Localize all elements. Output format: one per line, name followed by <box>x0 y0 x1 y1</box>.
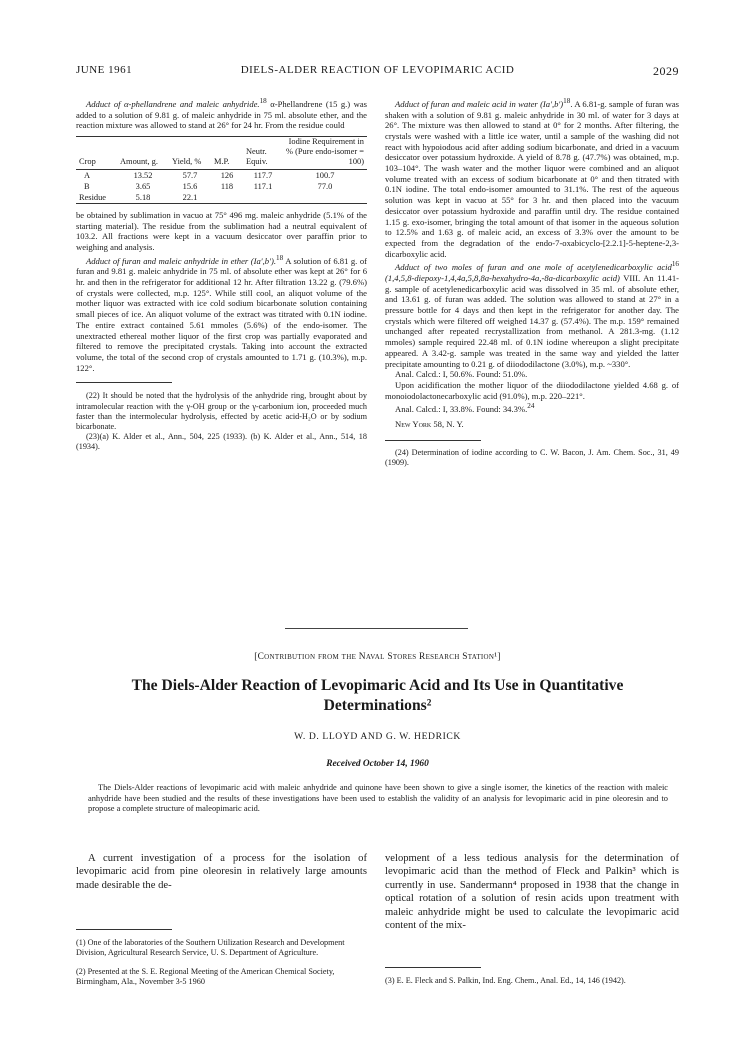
table-cell: 13.52 <box>133 170 153 180</box>
col-neutr: Neutr. Equiv. <box>243 136 283 169</box>
section-divider <box>285 628 468 629</box>
table-cell: 117.1 <box>253 181 273 191</box>
col-mp: M.P. <box>211 136 243 169</box>
footnote-rule-right <box>385 440 481 441</box>
ref-24: 24 <box>527 402 535 411</box>
table-cell: 100.7 <box>315 170 335 180</box>
sublimation-paragraph: be obtained by sublimation in vacuo at 75° 496 mg. maleic anhydride (5.1% of the starting material). The residue from the sublimation had a neutral equivalent of 103.2. All fractions were kept in a vacuum desiccator over paraffin prior to weighing and analysis. <box>76 209 367 253</box>
article-footnote-rule <box>76 929 172 930</box>
article-footnotes-left <box>76 929 367 995</box>
table-cell: 5.18 <box>135 192 151 202</box>
furan-water-paragraph <box>385 96 679 259</box>
table-cell <box>211 192 243 204</box>
phellandrene-text: α-Phellandrene (15 g.) was added to a solution of 9.81 g. of maleic anhydride in 75 ml. absolute ether, and the reaction mixture was allowed to stand at 26° for 24 hr. From the residue could <box>76 98 367 131</box>
footnote-22: (22) It should be noted that the hydrolysis of the anhydride ring, brought about by intramolecular reaction with the γ-OH group or the γ-carbonium ion, proceeded much faster than the intermolecular hydrolysis, effected by acetic acid-H₂O or by sodium bicarbonate. <box>76 391 367 431</box>
analysis-2-text: Anal. Calcd.: I, 33.8%. Found: 34.3%. <box>395 404 528 415</box>
table-cell: 117.7 <box>253 170 273 180</box>
article-body-left <box>76 852 367 892</box>
table-cell: 15.6 <box>182 181 198 191</box>
analysis-1: Anal. Calcd.: I, 50.6%. Found: 51.0%. <box>395 369 528 380</box>
right-column <box>385 96 679 468</box>
abstract: The Diels-Alder reactions of levopimaric acid with maleic anhydride and quinone have been shown to give a single isomer, the kinetics of the reaction with maleic anhydride have been studied and the results of these investigations have been used to establish the validity of an analysis for levopimaric acid in pine oleoresin and to propose a complete structure of maleopimaric acid. <box>88 783 668 814</box>
body-paragraph-right: velopment of a less tedious analysis for the determination of levopimaric acid than the method of Fleck and Palkin³ which is currently in use. Sandermann⁴ proposed in 1938 that the change in optical rotation of a solution of resin acids upon treatment with maleic anhydride might be used to calculate the levopimaric acid content of the mix- <box>385 853 679 932</box>
body-paragraph-left: A current investigation of a process for the isolation of levopimaric acid from pine oleoresin in relatively large amounts made desirable the de- <box>76 853 367 891</box>
ref-18b: 18 <box>276 253 284 262</box>
footnote-1: (1) One of the laboratories of the Southern Utilization Research and Development Division, Agricultural Research Service, U. S. Department of Agriculture. <box>76 938 345 958</box>
footnote-23: (23)(a) K. Alder et al., Ann., 504, 225 (1933). (b) K. Alder et al., Ann., 514, 18 (1934). <box>76 432 367 452</box>
table-row <box>76 169 367 181</box>
table-row <box>76 181 367 192</box>
table-cell: B <box>84 181 90 191</box>
footnote-24: (24) Determination of iodine according to C. W. Bacon, J. Am. Chem. Soc., 31, 49 (1909). <box>385 447 679 467</box>
phellandrene-paragraph <box>76 96 367 131</box>
ref-18: 18 <box>259 97 267 105</box>
footnotes-left <box>76 391 367 452</box>
col-yield: Yield, % <box>169 136 211 169</box>
phellandrene-title: Adduct of α-phellandrene and maleic anhydride. <box>86 98 260 109</box>
footnotes-right <box>385 448 679 468</box>
page-number: 2029 <box>653 64 679 78</box>
left-column <box>76 96 367 453</box>
table-cell: 126 <box>220 170 234 180</box>
table-row <box>76 192 367 204</box>
article-footnotes-right <box>385 967 679 995</box>
header-title: DIELS-ALDER REACTION OF LEVOPIMARIC ACID <box>240 64 515 76</box>
table-cell: A <box>84 170 91 180</box>
furan-ether-title: Adduct of furan and maleic anhydride in ether (Ia′,b′). <box>86 255 276 266</box>
article-footnote-rule-right <box>385 967 481 968</box>
acidification-paragraph: Upon acidification the mother liquor of the diiododilactone yielded 4.68 g. of monoiodolactonecarboxylic acid (91.0%), m.p. 220–221°. <box>385 380 679 401</box>
furan-water-text: . A 6.81-g. sample of furan was shaken with a solution of 9.81 g. maleic anhydride in 30 ml. of water for 3 days at 26°. The mixture was then allowed to stand at 0° for 2 months. After filtering, the crystals were washed with a little ice water, until a sample of the washing did not react with hypoiodous acid after adding sodium bicarbonate, and dried in a vacuum desiccator over potassium hydroxide. A yield of 8.78 g. (47.7%) was obtained, m.p. 103–104°. The wash water and the mother liquor were combined and an aliquot volume treated with an excess of sodium bicarbonate at 0° and then titrated with 0.1N iodine. The total endo-isomer amounted to 31.1%. The rest of the aqueous solution was kept in vacuo at 55° for 3 hr. and then placed into the vacuum desiccator over potassium hydroxide and paraffin until dry. The residue contained 1.15 g. exo-isomer, bringing the total amount of that isomer in the aqueous solution to 12.5% and 1.63 g. of maleic acid, an excess of 3.3% over the amount to be expected from the degradation of the endo-7-oxabicyclo-[2.2.1]-5-heptene-2,3-dicarboxylic acid. <box>385 98 680 259</box>
acetylene-text: VIII. An 11.41-g. sample of acetylenedicarboxylic acid was dissolved in 35 ml. of absolute ether, and 13.61 g. of furan was added. The solution was allowed to stand at 27° in a pressure bottle for 4 days and then kept in the refrigerator for another day. The crystals which were filtered off weighed 14.37 g. (57.4%). The m.p. 159° remained unchanged after repeated recrystallization from methanol. A 281.3-mg. (1.12 mmoles) sample required 22.48 ml. of 0.1N iodine whereupon a slight precipitate appeared. A 3.42-g. sample was treated in the same way and yielded the latter precipitate amounting to 0.21 g. of diiododilactone (3.0%), m.p. ~330°. <box>385 272 679 369</box>
acetylene-paragraph <box>385 259 679 369</box>
acetylene-compound-name: (1,4,5,8-diepoxy-1,4,4a,5,8,8a-hexahydro-4a,-8a-dicarboxylic acid) <box>385 272 620 283</box>
running-head <box>76 64 679 80</box>
contribution-line: [Contribution from the Naval Stores Research Station¹] <box>254 652 501 662</box>
analysis-2 <box>385 401 679 415</box>
acetylene-title: Adduct of two moles of furan and one mole of acetylenedicarboxylic acid <box>395 262 672 273</box>
table-cell: 22.1 <box>182 192 198 202</box>
authors: W. D. LLOYD AND G. W. HEDRICK <box>294 731 461 742</box>
table-cell <box>283 192 367 204</box>
article-body-right <box>385 852 679 932</box>
furan-ether-text: A solution of 6.81 g. of furan and 9.81 g. maleic anhydride in 75 ml. of absolute ether was kept at 26° for 6 hr. and then in the refrigerator for additional 12 hr. After filtration 13.22 g. (79.6%) of crystals were collected, m.p. 125°. While still cool, an aliquot volume of the mother liquor was extracted with ice cold sodium bicarbonate solution containing small pieces of ice. An aliquot volume of the extract was titrated with 0.1N iodine. The entire extract contained 5.61 mmoles (5.6%) of the endo-isomer. The unextracted ethereal mother liquor of the first crop was partially evaporated and filtered to remove the precipitated crystals. Taking into account the extracted volume, the total of the second crop of crystals amounted to 1.71 g. (10.3%), m.p. 122°. <box>76 255 367 373</box>
table-cell: 118 <box>220 181 234 191</box>
furan-water-title: Adduct of furan and maleic acid in water (Ia′,b′) <box>395 98 564 109</box>
article-title: The Diels-Alder Reaction of Levopimaric Acid and Its Use in Quantitative Determinations² <box>131 677 624 714</box>
col-iodine: Iodine Requirement in % (Pure endo-isomer = 100) <box>283 136 367 169</box>
table-cell: Residue <box>79 192 106 202</box>
ref-18c: 18 <box>563 97 571 105</box>
footnote-2: (2) Presented at the S. E. Regional Meeting of the American Chemical Society, Birmingham, Ala., November 3-5 1960 <box>76 966 335 986</box>
header-date: JUNE 1961 <box>76 64 133 76</box>
col-amount: Amount, g. <box>117 136 169 169</box>
table-cell <box>243 192 283 204</box>
table-cell: 77.0 <box>317 181 333 191</box>
crop-table <box>76 136 367 204</box>
table-cell: 57.7 <box>182 170 198 180</box>
ref-16: 16 <box>671 260 679 269</box>
received-date: Received October 14, 1960 <box>326 759 429 769</box>
furan-ether-paragraph <box>76 253 367 374</box>
crop-table-header <box>76 136 367 169</box>
col-crop: Crop <box>76 136 117 169</box>
location: New York 58, N. Y. <box>395 418 464 429</box>
table-cell: 3.65 <box>135 181 151 191</box>
footnote-rule <box>76 382 172 383</box>
footnote-3: (3) E. E. Fleck and S. Palkin, Ind. Eng. Chem., Anal. Ed., 14, 146 (1942). <box>385 976 626 986</box>
